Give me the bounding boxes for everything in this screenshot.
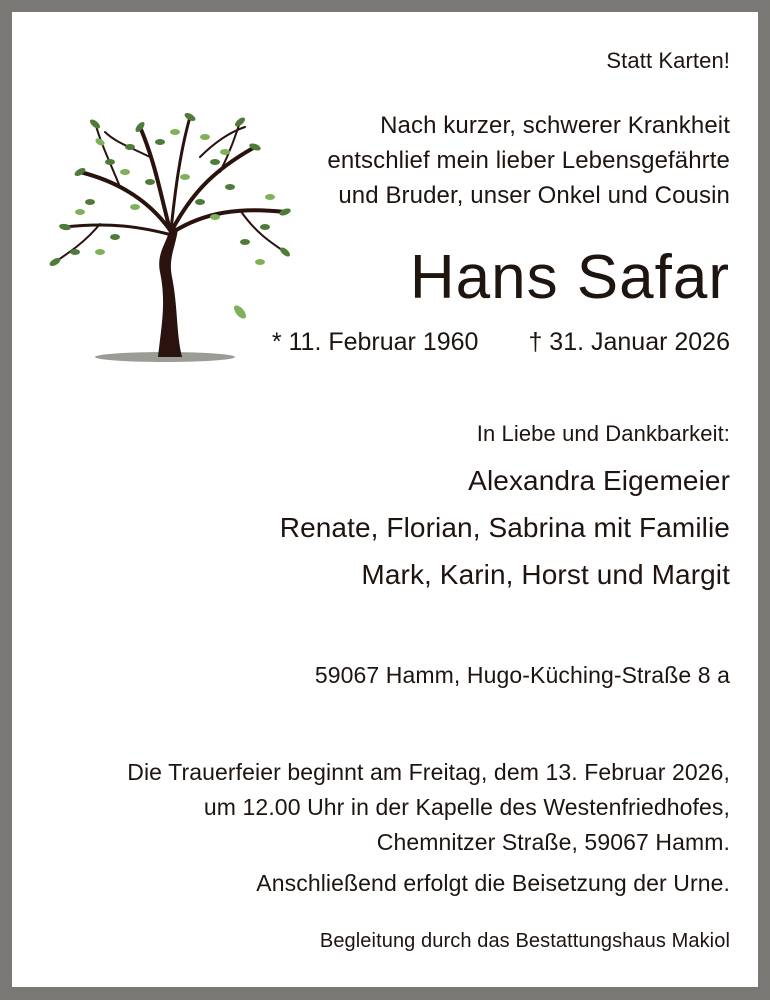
death-date: † 31. Januar 2026 (528, 328, 730, 356)
obituary-card (12, 12, 758, 987)
mourner-1: Alexandra Eigemeier (468, 465, 730, 496)
ceremony-line-2: um 12.00 Uhr in der Kapelle des Westenfriedhofes, (203, 794, 730, 820)
burial-note: Anschließend erfolgt die Beisetzung der Urne. (256, 870, 730, 896)
deceased-name: Hans Safar (409, 243, 730, 312)
intro-line-2: entschlief mein lieber Lebensgefährte (327, 147, 730, 174)
funeral-home: Begleitung durch das Bestattungshaus Makiol (319, 930, 730, 952)
ceremony-line-3: Chemnitzer Straße, 59067 Hamm. (376, 829, 730, 855)
mourner-3: Mark, Karin, Horst und Margit (361, 559, 730, 590)
mourner-2: Renate, Florian, Sabrina mit Familie (279, 512, 730, 543)
address: 59067 Hamm, Hugo-Küching-Straße 8 a (314, 662, 730, 688)
birth-date: * 11. Februar 1960 (271, 328, 479, 356)
ceremony-line-1: Die Trauerfeier beginnt am Freitag, dem 13. Februar 2026, (127, 759, 730, 785)
tree-icon (40, 102, 300, 372)
header-text: Statt Karten! (606, 48, 730, 73)
life-dates (272, 328, 730, 357)
mourners-intro: In Liebe und Dankbarkeit: (476, 421, 730, 446)
intro-line-1: Nach kurzer, schwerer Krankheit (380, 112, 730, 139)
intro-line-3: und Bruder, unser Onkel und Cousin (338, 182, 730, 209)
